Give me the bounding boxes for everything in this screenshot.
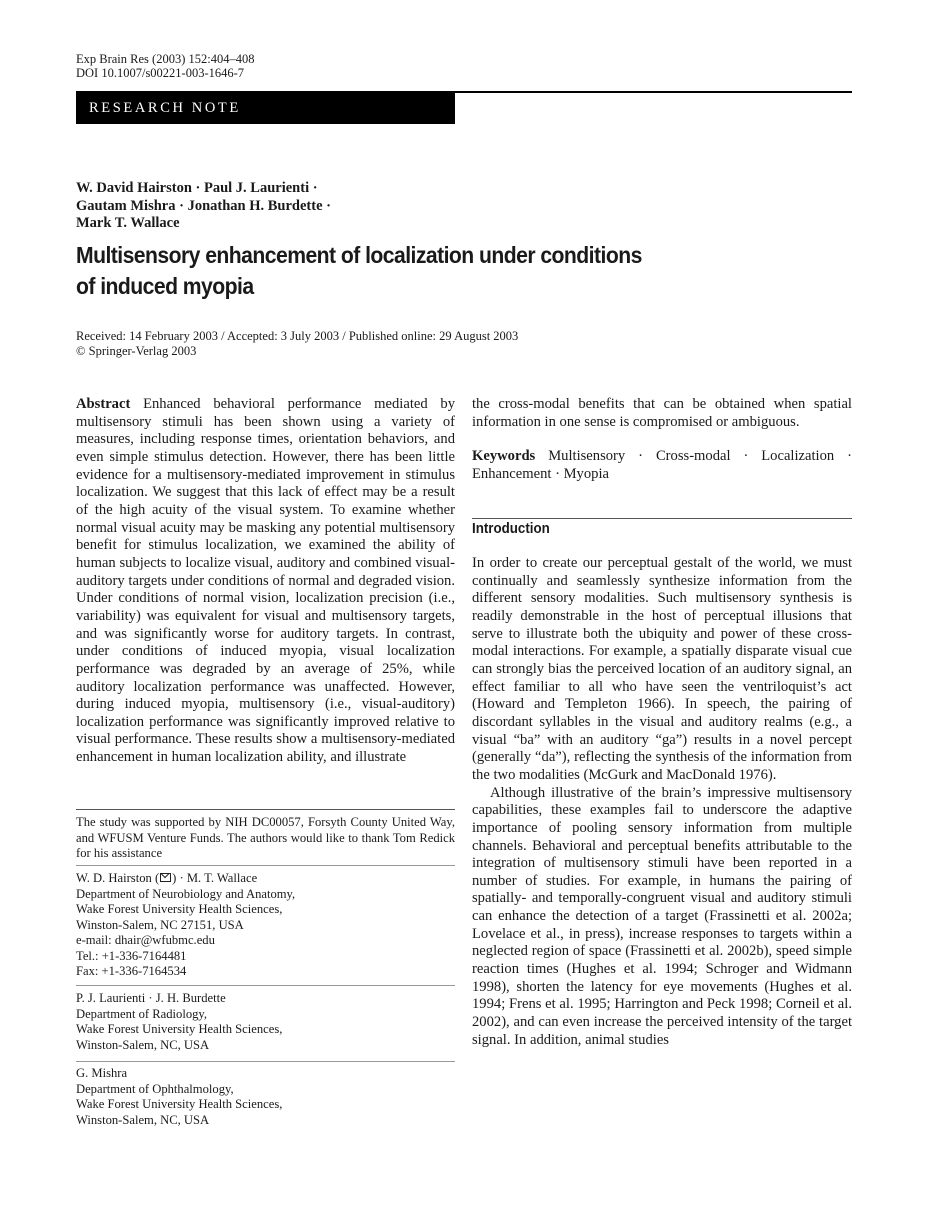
abstract-left (76, 396, 455, 767)
affiliation-line: G. Mishra (76, 1066, 128, 1080)
introduction-rule (472, 518, 852, 519)
telephone: Tel.: +1-336-7164481 (76, 948, 187, 963)
affiliation-name-text: W. D. Hairston ( (76, 871, 160, 885)
author-line: Mark T. Wallace (76, 215, 180, 231)
affiliation-rule (76, 865, 455, 866)
footnote-rule (76, 809, 455, 810)
intro-paragraph: In order to create our perceptual gestalt of the world, we must continually and seamlessly synthesize information from the different sensory modalities. Such multisensory synthesis is readily demonstrable in the host of perceptual illusions that serve to illustrate both the ubiquity and power of these cross-modal interactions. For example, a spatially disparate visual cue can strongly bias the perceived location of an auditory signal, an effect familiar to all who have seen the ventriloquist’s act (Howard and Templeton 1966). In speech, the pairing of discordant syllables in the visual and auditory realms (e.g., a visual “ba” with an auditory “ga”) results in a novel percept (generally “da”), reflecting the synthesis of the information from the two modalities (McGurk and MacDonald 1976). (472, 555, 852, 783)
title-line: of induced myopia (76, 273, 254, 299)
journal-doi: DOI 10.1007/s00221-003-1646-7 (76, 66, 245, 80)
journal-citation: Exp Brain Res (2003) 152:404–408 (76, 52, 255, 66)
envelope-icon (160, 873, 171, 882)
date-history: Received: 14 February 2003 / Accepted: 3 July 2003 / Published online: 29 August 2003 (76, 329, 519, 343)
affiliation-line: Department of Radiology, (76, 1006, 208, 1021)
email[interactable]: e-mail: dhair@wfubmc.edu (76, 933, 215, 947)
introduction-body (472, 555, 852, 1049)
affiliation-line: Wake Forest University Health Sciences, (76, 1022, 283, 1036)
affiliation-names (76, 871, 455, 887)
title-line: Multisensory enhancement of localization under conditions (76, 242, 642, 268)
abstract-continuation: the cross-modal benefits that can be obtained when spatial information in one sense is compromised or ambiguous. (472, 396, 852, 430)
keywords-text: Multisensory · Cross-modal · Localization · Enhancement · Myopia (472, 448, 852, 482)
affiliation-line: Winston-Salem, NC, USA (76, 1037, 210, 1052)
keywords-label: Keywords (472, 448, 536, 465)
article-title (76, 240, 720, 302)
affiliation-line: Wake Forest University Health Sciences, (76, 902, 283, 916)
affiliation-line: P. J. Laurienti · J. H. Burdette (76, 991, 226, 1005)
affiliation-line: Wake Forest University Health Sciences, (76, 1097, 283, 1111)
abstract-right (472, 396, 852, 484)
affiliation-1 (76, 871, 455, 980)
author-line: Gautam Mishra · Jonathan H. Burdette · (76, 197, 331, 214)
keywords (472, 448, 852, 483)
affiliation-name-text: ) · M. T. Wallace (172, 871, 258, 885)
author-list (76, 180, 496, 233)
affiliation-rule (76, 1061, 455, 1062)
section-heading-introduction: Introduction (472, 521, 550, 537)
publication-dates (76, 329, 518, 359)
fax: Fax: +1-336-7164534 (76, 964, 187, 978)
journal-header (76, 52, 254, 80)
affiliation-line: Winston-Salem, NC 27151, USA (76, 917, 244, 932)
abstract-label: Abstract (76, 396, 131, 412)
intro-paragraph: Although illustrative of the brain’s impressive multisensory capabilities, these examples fail to underscore the adaptive importance of pooling sensory information from multiple channels. Behavioral and perceptual benefits attributable to the integration of multisensory stimuli have been reported in a number of studies. For example, in humans the pairing of spatially- and temporally-congruent visual and auditory stimuli can enhance the detection of a target (Frassinetti et al. 2002a; Lovelace et al., in press), increase responses to targets within a neglected region of space (Frassinetti et al. 2002b), speed simple reaction times (Hughes et al. 1994; Schroger and Widmann 1998), shorten the latency for eye movements (Hughes et al. 1994; Frens et al. 1995; Harrington and Peck 1998; Corneil et al. 2002), and can even increase the perceived intensity of the target signal. In addition, animal studies (472, 784, 852, 1048)
affiliation-line: Department of Ophthalmology, (76, 1081, 234, 1096)
affiliation-line: Department of Neurobiology and Anatomy, (76, 886, 296, 901)
abstract-text: Enhanced behavioral performance mediated by multisensory stimuli has been shown using a variety of measures, including response times, orientation behaviors, and even simple stimulus detection. However, there has been little evidence for a multisensory-mediated improvement in stimulus localization. We suggest that this lack of effect may be a result of the high acuity of the visual system. To examine whether normal visual acuity may be masking any potential multisensory benefit for stimulus localization, we examined the ability of human subjects to localize visual, auditory and combined visual-auditory targets under conditions of normal and degraded vision. Under conditions of normal vision, localization precision (i.e., variability) was equivalent for visual and multisensory targets, and was significantly worse for auditory targets. In contrast, under conditions of induced myopia, visual localization performance was degraded by an average of 25%, while auditory localization performance was unaffected. However, during induced myopia, multisensory (i.e., visual-auditory) localization performance was significantly improved relative to visual performance. These results show a multisensory-mediated enhancement in human localization ability, and illustrate (76, 396, 455, 766)
section-banner: RESEARCH NOTE (76, 93, 455, 124)
copyright: © Springer-Verlag 2003 (76, 344, 197, 358)
funding-footnote: The study was supported by NIH DC00057, Forsyth County United Way, and WFUSM Venture Funds. The authors would like to thank Tom Redick for his assistance (76, 815, 455, 860)
abstract-paragraph (76, 396, 455, 767)
affiliation-line: Winston-Salem, NC, USA (76, 1112, 210, 1127)
author-line: W. David Hairston · Paul J. Laurienti · (76, 180, 318, 196)
affiliation-2 (76, 991, 455, 1053)
affiliation-rule (76, 985, 455, 986)
affiliation-3 (76, 1066, 455, 1128)
